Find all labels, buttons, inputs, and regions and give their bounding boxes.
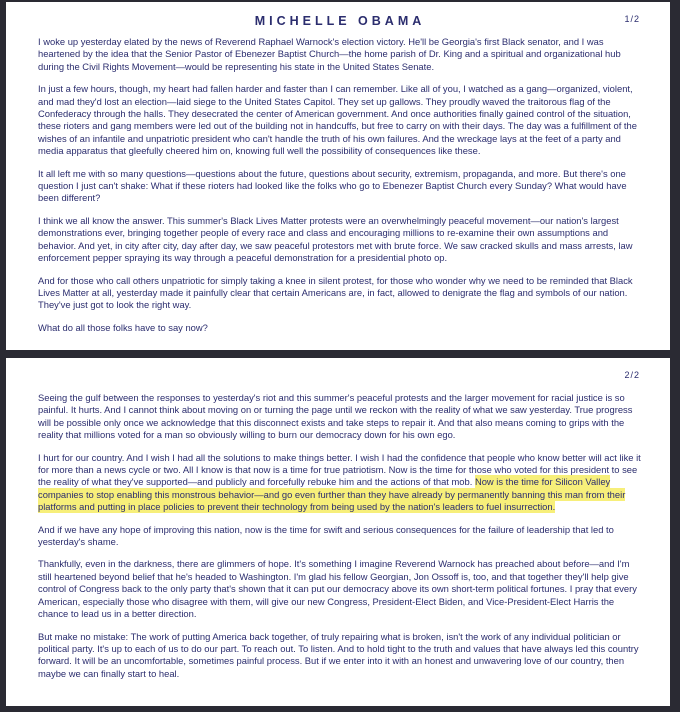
page-header bbox=[38, 370, 642, 392]
letterhead-title: MICHELLE OBAMA bbox=[254, 14, 426, 28]
paragraph: I woke up yesterday elated by the news of Reverend Raphael Warnock's election victory. He'll be Georgia's first Black senator, and I was heartened by the idea that the Senior Pastor of Ebenezer Baptist Church—the home parish of Dr. King and a spiritual and organizational hub during the Civil Rights Movement—would be representing his state in the United States Senate. bbox=[38, 36, 621, 72]
paragraph: In just a few hours, though, my heart had fallen harder and faster than I can remember. Like all of you, I watched as a gang—organized, violent, and mad they'd lost an election—laid siege to the United States Capitol. They set up gallows. They proudly waved the traitorous flag of the Confederacy through the halls. They desecrated the center of American government. And once authorities finally gained control of the situation, these rioters and gang members were led out of the building not in handcuffs, but free to carry on with their days. The day was a fulfillment of the wishes of an infantile and unpatriotic president who can't handle the truth of his own failures. And the wreckage lays at the feet of a party and media apparatus that gleefully cheered him on, knowing full well the possibility of consequences like these. bbox=[38, 83, 637, 157]
paragraph: Thankfully, even in the darkness, there are glimmers of hope. It's something I imagine Reverend Warnock has preached about before—and I'm still heartened beyond belief that he's headed to Washington. I'm glad his fellow Georgian, Jon Ossoff is, too, and that together they'll help give control of Congress back to the only party that's shown that it can put our democracy above its own short-term political fortunes. I pray that every American, especially those who disagree with them, will give our new Congress, President-Elect Biden, and Vice-President-Elect Harris the chance to lead us in a better direction. bbox=[38, 558, 637, 620]
paragraph-text: I hurt for our country. And I wish I had all the solutions to make things better. I wish I had the confidence that people who know better will act like it for more than a news cycle or two. All I know is that now is a time for true patriotism. Now is the time for those who voted for this president to see the reality of what they've supported—and publicly and forcefully rebuke him and the actions of that mob. bbox=[38, 451, 641, 488]
page-number: 2/2 bbox=[624, 370, 640, 380]
paragraph: And if we have any hope of improving this nation, now is the time for swift and serious consequences for the failure of leadership that led to yesterday's shame. bbox=[38, 523, 614, 548]
letter-page-1 bbox=[6, 2, 670, 350]
paragraph: Seeing the gulf between the responses to yesterday's riot and this summer's peaceful protests and the larger movement for racial justice is so painful. It hurts. And I cannot think about moving on or turning the page until we reckon with the reality of what we saw yesterday. True progress will be possible only once we acknowledge that this disconnect exists and take steps to repair it. And that also means coming to grips with the reality that millions voted for a man so obviously willing to burn our democracy down for his own ego. bbox=[38, 392, 633, 441]
page-header bbox=[38, 14, 642, 36]
paragraph: What do all those folks have to say now? bbox=[38, 321, 208, 333]
paragraph: I think we all know the answer. This summer's Black Lives Matter protests were an overwhelmingly peaceful movement—our nation's largest demonstrations ever, bringing together people of every race and class and encouraging millions to re-examine their own assumptions and behavior. And yet, in city after city, day after day, we saw peaceful protestors met with brute force. We saw cracked skulls and mass arrests, law enforcement pepper spraying its way through a peaceful demonstration for a presidential photo op. bbox=[38, 214, 633, 264]
page-number: 1/2 bbox=[624, 14, 640, 24]
highlighted-passage: Now is the time for Silicon Valley companies to stop enabling this monstrous behavior—and go even further than they have already by permanently banning this man from their platforms and putting in place policies to prevent their technology from being used by the nation's leaders to fuel insurrection. bbox=[38, 476, 626, 513]
paragraph: But make no mistake: The work of putting America back together, of truly repairing what is broken, isn't the work of any individual politician or political party. It's up to each of us to do our part. To reach out. To listen. And to hold tight to the truth and values that have always led this country forward. It will be an uncomfortable, sometimes painful process. But if we enter into it with an honest and unwavering love of our country, then maybe we can finally start to heal. bbox=[38, 630, 639, 679]
paragraph: It all left me with so many questions—questions about the future, questions about security, extremism, propaganda, and more. But there's one question I just can't shake: What if these rioters had looked like the folks who go to Ebenezer Baptist Church every Sunday? What would have been different? bbox=[38, 167, 627, 204]
paragraph bbox=[38, 452, 642, 514]
letter-page-2 bbox=[6, 358, 670, 706]
paragraph: And for those who call others unpatriotic for simply taking a knee in silent protest, for those who wonder why we need to be reminded that Black Lives Matter at all, yesterday made it painfully clear that certain Americans are, in fact, allowed to denigrate the flag and symbols of our nation. They've just got to look the right way. bbox=[38, 274, 633, 311]
